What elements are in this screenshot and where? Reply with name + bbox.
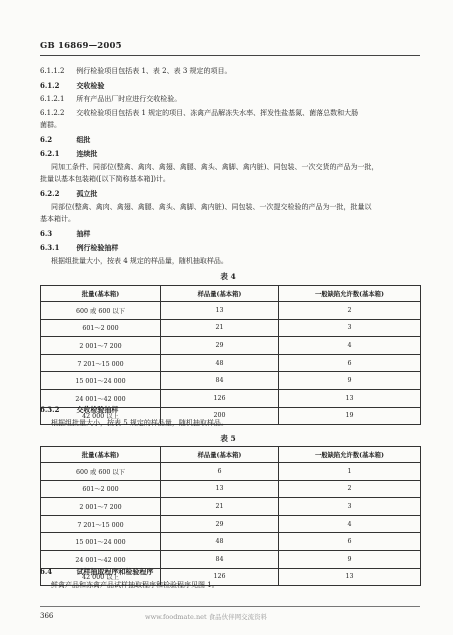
- table-cell: 2: [279, 302, 421, 320]
- clause-6-3-1: [40, 243, 425, 252]
- table-cell: 13: [161, 480, 279, 498]
- table-cell: 15 001～24 000: [41, 533, 161, 551]
- paragraph-line: 根据组批量大小，按表 4 规定的样品量，随机抽取样品。: [51, 257, 228, 265]
- table-cell: 601～2 000: [41, 480, 161, 498]
- table-cell: 600 或 600 以下: [41, 302, 161, 320]
- header-rule: [40, 55, 420, 56]
- table-row: [41, 319, 421, 337]
- table-cell: 4: [279, 515, 421, 533]
- paragraph-line: 基本箱计。: [40, 215, 75, 223]
- table-row: [41, 533, 421, 551]
- column-header-defect: 一般缺陷允许数(基本箱): [279, 286, 421, 302]
- clause-heading: 交收检验: [76, 81, 105, 90]
- table-cell: 15 001～24 000: [41, 372, 161, 390]
- clause-6-2-2: [40, 189, 425, 198]
- table-row: [41, 480, 421, 498]
- footer-rule: [40, 606, 420, 607]
- table-cell: 42 000 以上: [41, 568, 161, 586]
- table-cell: 2: [279, 480, 421, 498]
- table-cell: 4: [279, 337, 421, 355]
- table-cell: 6: [161, 463, 279, 481]
- table-cell: 3: [279, 498, 421, 516]
- table-cell: 24 001～42 000: [41, 550, 161, 568]
- clause-heading: 连续批: [76, 149, 98, 158]
- table-row: [41, 354, 421, 372]
- table-row: [41, 463, 421, 481]
- table-row: [41, 515, 421, 533]
- table-cell: 200: [161, 407, 279, 425]
- table-header-row: [41, 447, 421, 463]
- clause-number: 6.1.1.2: [40, 67, 65, 75]
- clause-6-3: [40, 229, 425, 238]
- table-cell: 29: [161, 337, 279, 355]
- table-5: [40, 446, 421, 586]
- clause-heading: 孤立批: [76, 189, 98, 198]
- table-row: [41, 302, 421, 320]
- paragraph-line: 批量以基本包装箱([以下简称基本箱])计。: [40, 175, 170, 183]
- paragraph-line: 同加工条件、同部位(整禽、禽肉、禽翅、禽腿、禽头、禽脚、禽内脏)、同包装、一次交货的产品为一批，: [51, 163, 379, 171]
- clause-continuation: 菌群。: [40, 121, 61, 129]
- clause-heading: 交收检验抽样: [76, 405, 119, 414]
- table-cell: 601～2 000: [41, 319, 161, 337]
- column-header-sample: 样品量(基本箱): [161, 286, 279, 302]
- table-cell: 13: [279, 568, 421, 586]
- paragraph-line: 鲜禽产品和冻禽产品试样抽取程序和检验程序见图 1。: [51, 581, 219, 589]
- table-row: [41, 498, 421, 516]
- table-cell: 6: [279, 533, 421, 551]
- column-header-batch: 批量(基本箱): [41, 447, 161, 463]
- table-cell: 21: [161, 498, 279, 516]
- table-4-caption: 表 4: [220, 272, 236, 281]
- table-cell: 9: [279, 372, 421, 390]
- table-cell: 84: [161, 550, 279, 568]
- clause-text: 交收检验项目包括表 1 规定的项目、冻禽产品解冻失水率、挥发性盐基氮、菌落总数和大肠: [76, 109, 359, 117]
- clause-number: 6.3.2: [40, 405, 60, 414]
- page-number: 366: [40, 612, 54, 620]
- table-cell: 126: [161, 568, 279, 586]
- clause-6-2-1: [40, 149, 425, 158]
- clause-number: 6.2.1: [40, 149, 60, 158]
- clause-6-4: [40, 567, 425, 576]
- watermark: www.foodmate.net 食品伙伴网交流资料: [145, 613, 268, 621]
- clause-number: 6.2.2: [40, 189, 60, 198]
- clause-number: 6.3.1: [40, 243, 60, 252]
- standard-number: GB 16869—2005: [40, 41, 122, 51]
- table-cell: 126: [161, 389, 279, 407]
- clause-6-1-1-2: [40, 67, 425, 76]
- column-header-defect: 一般缺陷允许数(基本箱): [279, 447, 421, 463]
- table-cell: 600 或 600 以下: [41, 463, 161, 481]
- clause-6-3-2: [40, 405, 425, 414]
- clause-text: 例行检验项目包括表 1、表 2、表 3 规定的项目。: [76, 67, 232, 75]
- table-cell: 21: [161, 319, 279, 337]
- clause-number: 6.1.2.1: [40, 95, 65, 103]
- table-row: [41, 372, 421, 390]
- clause-6-1-2: [40, 81, 425, 90]
- table-cell: 2 001～7 200: [41, 337, 161, 355]
- clause-6-1-2-2: [40, 109, 425, 118]
- table-cell: 1: [279, 463, 421, 481]
- clause-heading: 例行检验抽样: [76, 243, 119, 252]
- table-cell: 13: [279, 389, 421, 407]
- clause-text: 所有产品出厂时应进行交收检验。: [76, 95, 182, 103]
- column-header-sample: 样品量(基本箱): [161, 447, 279, 463]
- table-cell: 48: [161, 533, 279, 551]
- table-cell: 84: [161, 372, 279, 390]
- table-cell: 29: [161, 515, 279, 533]
- table-cell: 7 201～15 000: [41, 354, 161, 372]
- table-cell: 24 001～42 000: [41, 389, 161, 407]
- clause-number: 6.2: [40, 135, 53, 144]
- table-cell: 9: [279, 550, 421, 568]
- clause-number: 6.1.2.2: [40, 109, 65, 117]
- clause-heading: 组批: [76, 135, 91, 144]
- clause-heading: 试样抽取程序和检验程序: [76, 567, 154, 576]
- table-cell: 7 201～15 000: [41, 515, 161, 533]
- table-5-caption: 表 5: [220, 434, 236, 443]
- clause-6-1-2-1: [40, 95, 425, 104]
- table-cell: 3: [279, 319, 421, 337]
- clause-6-2: [40, 135, 425, 144]
- table-cell: 19: [279, 407, 421, 425]
- paragraph-line: 根据组批量大小，按表 5 规定的样品量，随机抽取样品。: [51, 419, 228, 427]
- table-cell: 6: [279, 354, 421, 372]
- paragraph-line: 同部位(整禽、禽肉、禽翅、禽腿、禽头、禽脚、禽内脏)、同包装、一次提交检验的产品为一批，批量以: [51, 203, 372, 211]
- table-cell: 48: [161, 354, 279, 372]
- table-cell: 13: [161, 302, 279, 320]
- table-cell: 42 000 以上: [41, 407, 161, 425]
- clause-number: 6.1.2: [40, 81, 60, 90]
- table-cell: 2 001～7 200: [41, 498, 161, 516]
- clause-heading: 抽样: [76, 229, 91, 238]
- column-header-batch: 批量(基本箱): [41, 286, 161, 302]
- table-row: [41, 337, 421, 355]
- table-row: [41, 550, 421, 568]
- clause-number: 6.4: [40, 567, 53, 576]
- table-header-row: [41, 286, 421, 302]
- clause-number: 6.3: [40, 229, 53, 238]
